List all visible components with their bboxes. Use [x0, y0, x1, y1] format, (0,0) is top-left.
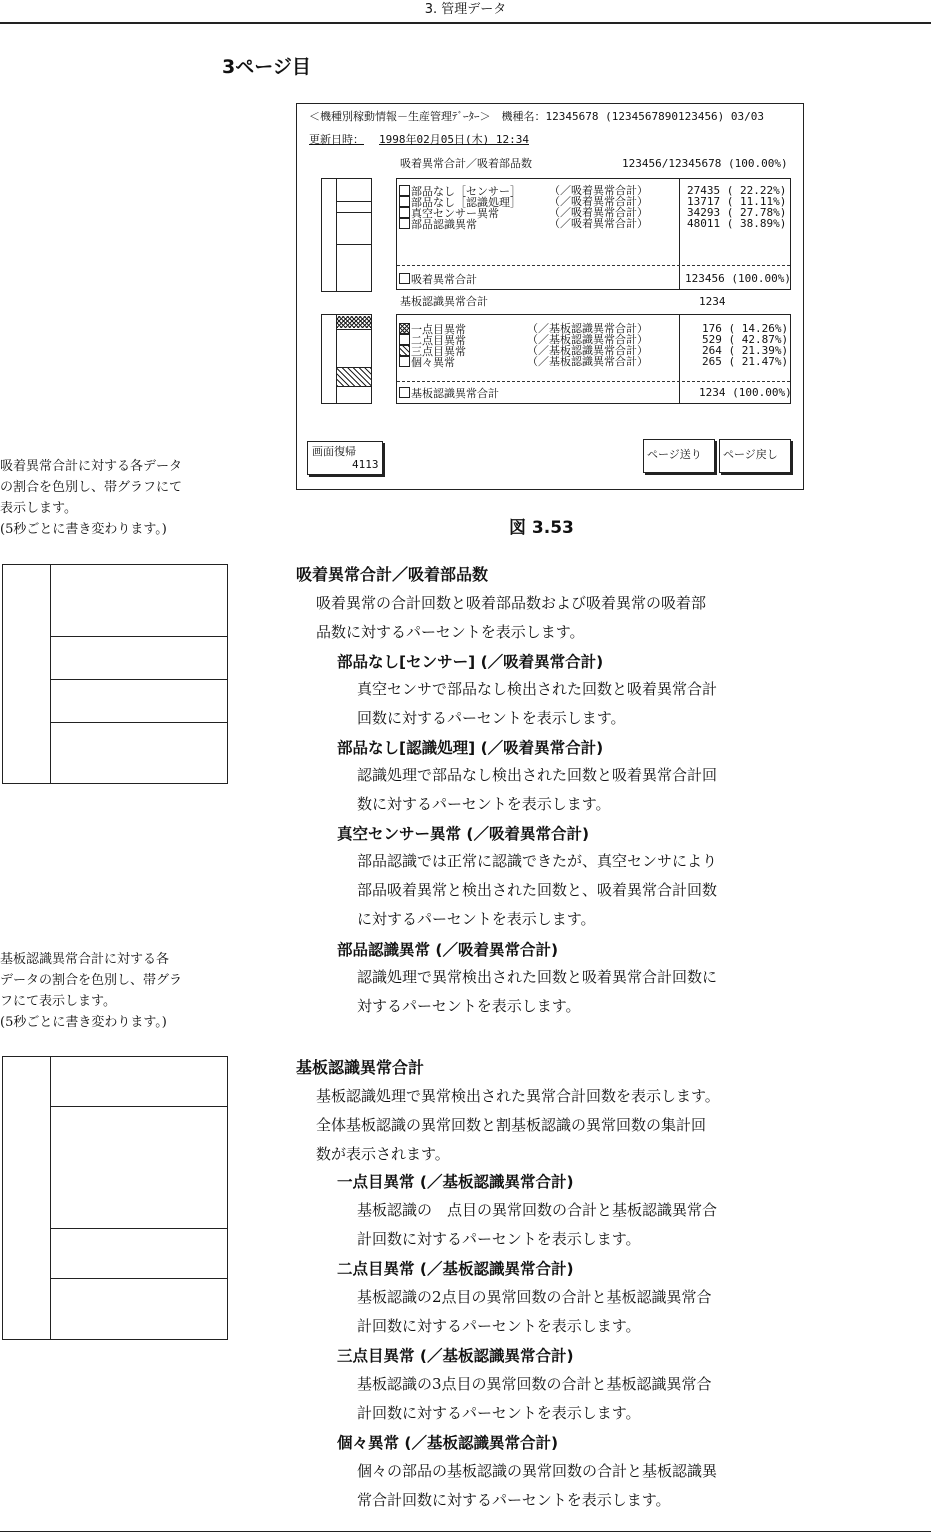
item-title: 一点目異常 (／基板認識異常合計) — [337, 1173, 574, 1191]
board-heading: 基板認識異常合計 — [400, 295, 488, 308]
suction-total-value: 123456 (100.00%) — [685, 272, 791, 285]
item-body: 真空センサで部品なし検出された回数と吸着異常合計 回数に対するパーセントを表示します。 — [357, 680, 718, 727]
item-title: 個々異常 (／基板認識異常合計) — [337, 1434, 559, 1452]
board-side-note — [0, 949, 235, 1033]
board-total-value: 1234 (100.00%) — [699, 386, 792, 399]
prev-page-button[interactable] — [719, 439, 791, 473]
next-page-label: ページ送り — [647, 448, 702, 461]
suction-item-4-value: 48011 ( 38.89%) — [687, 217, 787, 230]
board-band-graph — [321, 314, 372, 404]
next-page-button[interactable] — [643, 439, 715, 473]
item-body: 個々の部品の基板認識の異常回数の合計と基板認識異 常合計回数に対するパーセントを表示します。 — [357, 1462, 718, 1509]
suction-heading: 吸着異常合計／吸着部品数 — [400, 157, 532, 170]
suction-item-4-denom: （／吸着異常合計） — [549, 217, 648, 230]
note-line: 表示します。 — [0, 501, 77, 516]
item-title: 真空センサー異常 (／吸着異常合計) — [337, 825, 590, 843]
note-line: 吸着異常合計に対する各データ — [0, 459, 183, 474]
suction-heading-value: 123456/12345678 (100.00%) — [622, 157, 788, 170]
suction-item-2-label: 部品なし［認識処理］ — [399, 196, 521, 209]
section-body: 基板認識処理で異常検出された異常合計回数を表示します。 全体基板認識の異常回数と割基板認識の異常回数の集計回 数が表示されます。 — [316, 1087, 720, 1163]
note-line: (5秒ごとに書き変わります。) — [0, 522, 167, 537]
suction-side-note — [0, 456, 235, 540]
item-title: 部品なし[認識処理] (／吸着異常合計) — [337, 739, 604, 757]
footer-rule — [0, 1531, 931, 1532]
board-item-4-denom: （／基板認識異常合計） — [527, 355, 648, 368]
board-item-3-label: 三点目異常 — [399, 345, 466, 358]
suction-item-3-label: 真空センサー異常 — [399, 207, 499, 220]
restore-button-code: 4113 — [352, 458, 379, 471]
item-title: 三点目異常 (／基板認識異常合計) — [337, 1347, 574, 1365]
section-body: 吸着異常の合計回数と吸着部品数および吸着異常の吸着部 品数に対するパーセントを表示します。 — [316, 594, 707, 641]
board-item-3-denom: （／基板認識異常合計） — [527, 344, 648, 357]
board-item-4-label: 個々異常 — [399, 356, 455, 369]
item-body: 認識処理で異常検出された回数と吸着異常合計回数に 対するパーセントを表示します。 — [357, 968, 718, 1015]
suction-total-label: 吸着異常合計 — [399, 273, 477, 286]
board-total-label: 基板認識異常合計 — [399, 387, 499, 400]
board-item-2-value: 529 ( 42.87%) — [702, 333, 789, 346]
suction-item-3-denom: （／吸着異常合計） — [549, 206, 648, 219]
section-title: 基板認識異常合計 — [296, 1058, 425, 1077]
board-item-2-denom: （／基板認識異常合計） — [527, 333, 648, 346]
prev-page-label: ページ戻し — [723, 448, 778, 461]
chapter-title: 3. 管理データ — [424, 2, 507, 17]
note-line: フにて表示します。 — [0, 994, 116, 1009]
suction-item-4-label: 部品認識異常 — [399, 218, 477, 231]
update-value: 1998年02月05日(木) 12:34 — [379, 133, 529, 146]
suction-item-2-denom: （／吸着異常合計） — [549, 195, 648, 208]
item-body: 基板認識の 点目の異常回数の合計と基板認識異常合 計回数に対するパーセントを表示します。 — [357, 1201, 718, 1248]
board-item-3-value: 264 ( 21.39%) — [702, 344, 789, 357]
board-list-box — [396, 314, 791, 404]
board-item-1-denom: （／基板認識異常合計） — [527, 322, 648, 335]
suction-item-1-denom: （／吸着異常合計） — [549, 184, 648, 197]
page-label: 3ページ目 — [222, 56, 311, 78]
note-line: データの割合を色別し、帯グラ — [0, 973, 183, 988]
item-title: 部品認識異常 (／吸着異常合計) — [337, 941, 559, 959]
section-title: 吸着異常合計／吸着部品数 — [296, 565, 489, 584]
item-body: 部品認識では正常に認識できたが、真空センサにより 部品吸着異常と検出された回数と、吸着異常合計回数 に対するパーセントを表示します。 — [357, 852, 718, 928]
suction-list-box — [396, 178, 791, 290]
suction-item-2-value: 13717 ( 11.11%) — [687, 195, 787, 208]
suction-band-diagram — [2, 564, 228, 784]
item-title: 二点目異常 (／基板認識異常合計) — [337, 1260, 574, 1278]
update-label: 更新日時： — [309, 133, 364, 146]
item-body: 基板認識の2点目の異常回数の合計と基板認識異常合 計回数に対するパーセントを表示します。 — [357, 1288, 712, 1335]
suction-item-1-value: 27435 ( 22.22%) — [687, 184, 787, 197]
note-line: 基板認識異常合計に対する各 — [0, 952, 170, 967]
board-item-2-label: 二点目異常 — [399, 334, 466, 347]
suction-item-3-value: 34293 ( 27.78%) — [687, 206, 787, 219]
screen-title: ＜機種別稼動情報－生産管理ﾃﾞｰﾀｰ＞ 機種名：12345678 (1234567890123456) 03/03 — [309, 110, 765, 123]
item-body: 認識処理で部品なし検出された回数と吸着異常合計回 数に対するパーセントを表示します。 — [357, 766, 718, 813]
note-line: (5秒ごとに書き変わります。) — [0, 1015, 167, 1030]
suction-band-graph — [321, 178, 372, 292]
page-header — [0, 0, 931, 24]
board-band-diagram — [2, 1056, 228, 1340]
board-item-4-value: 265 ( 21.47%) — [702, 355, 789, 368]
item-body: 基板認識の3点目の異常回数の合計と基板認識異常合 計回数に対するパーセントを表示します。 — [357, 1375, 712, 1422]
item-title: 部品なし[センサー] (／吸着異常合計) — [337, 653, 604, 671]
screen-figure — [296, 103, 804, 490]
restore-screen-button[interactable] — [307, 441, 383, 475]
board-item-1-label: 一点目異常 — [399, 323, 466, 336]
suction-item-1-label: 部品なし［センサー］ — [399, 185, 521, 198]
note-line: の割合を色別し、帯グラフにて — [0, 480, 183, 495]
board-item-1-value: 176 ( 14.26%) — [702, 322, 789, 335]
figure-caption: 図 3.53 — [509, 518, 574, 538]
board-heading-value: 1234 — [699, 295, 726, 308]
restore-button-label: 画面復帰 — [312, 445, 356, 458]
